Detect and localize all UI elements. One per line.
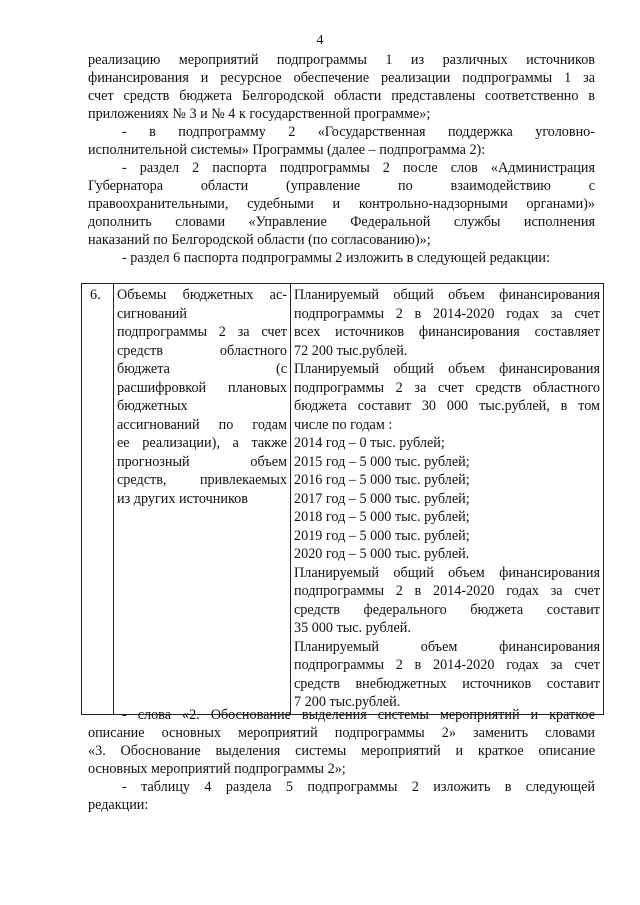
text-line: описание основных мероприятий подпрограммы 2» заменить словами [88,725,595,741]
label-line: прогнозный объем [117,453,287,470]
text-line: реализацию мероприятий подпрограммы 1 из различных источников [88,52,595,68]
row-label-cell [114,284,291,715]
content-line: подпрограммы 2 в 2014-2020 годах за счет [294,305,600,322]
text-line: основных мероприятий подпрограммы 2»; [88,761,346,777]
text-line: правоохранительными, судебными и контрольно-надзорными органами)» [88,196,595,212]
content-line: 2020 год – 5 000 тыс. рублей. [294,546,470,562]
text-line: Губернатора области (управление по взаимодействию с [88,178,595,194]
text-line: - слова «2. Обоснование выделения системы мероприятий и краткое [122,707,595,723]
text-line: - в подпрограмму 2 «Государственная поддержка уголовно- [122,124,595,140]
label-line: бюджетных [117,398,188,414]
label-line: расшифровкой плановых [117,379,287,396]
content-line: 2016 год – 5 000 тыс. рублей; [294,472,470,488]
text-line: - раздел 2 паспорта подпрограммы 2 после слов «Администрация [122,160,595,176]
content-line: 2019 год – 5 000 тыс. рублей; [294,527,470,544]
content-line: подпрограммы 2 в 2014-2020 годах за счет [294,657,600,673]
row-content-cell [291,284,604,715]
label-line: ассигнований по годам [117,416,287,433]
content-line: числе по годам : [294,416,393,433]
text-line: счет средств бюджета Белгородской области представлены соответственно в [88,88,595,104]
content-line: Планируемый общий объем финансирования [294,361,600,377]
content-line: Планируемый общий объем финансирования [294,287,600,303]
text-line: финансирования и ресурсное обеспечение реализации подпрограммы 1 за [88,70,595,86]
content-line: всех источников финансирования составляет [294,324,600,340]
content-line: средств внебюджетных источников составит [294,675,600,692]
row-number: 6. [82,284,114,715]
label-line: Объемы бюджетных ас- [117,287,287,303]
label-line: ее реализации), а также [117,435,287,451]
text-line: приложениях № 3 и № 4 к государственной программе»; [88,106,431,122]
content-line: 2015 год – 5 000 тыс. рублей; [294,453,470,470]
content-line: 2014 год – 0 тыс. рублей; [294,435,445,451]
label-line: средств областного [117,342,287,359]
label-line: бюджета (с [117,361,287,377]
intro-paragraphs [88,51,595,267]
content-line: Планируемый объем финансирования [294,638,600,655]
table-row [82,284,604,715]
content-line: 2017 год – 5 000 тыс. рублей; [294,490,470,507]
page-number: 4 [316,33,324,48]
label-line: подпрограммы 2 за счет [117,324,287,340]
content-line: подпрограммы 2 в 2014-2020 годах за счет [294,583,600,599]
text-line: исполнительной системы» Программы (далее – подпрограмма 2): [88,142,486,158]
content-line: подпрограммы 2 за счет средств областного [294,379,600,396]
content-line: 35 000 тыс. рублей. [294,620,411,636]
content-line: средств федерального бюджета составит [294,601,600,618]
text-line: «3. Обоснование выделения системы мероприятий и краткое описание [88,743,595,759]
outro-paragraphs [88,706,595,814]
text-line: наказаний по Белгородской области (по согласованию)»; [88,232,431,248]
label-line: сигнований [117,305,187,322]
content-line: 7 200 тыс.рублей. [294,694,401,710]
content-line: 72 200 тыс.рублей. [294,342,408,359]
text-line: редакции: [88,797,149,813]
content-line: бюджета составит 30 000 тыс.рублей, в том [294,398,600,414]
text-line: дополнить словами «Управление Федеральной службы исполнения [88,214,595,230]
budget-table [81,283,604,715]
label-line: средств, привлекаемых [117,472,287,488]
content-line: 2018 год – 5 000 тыс. рублей; [294,509,470,525]
text-line: - таблицу 4 раздела 5 подпрограммы 2 изложить в следующей [122,779,595,795]
text-line: - раздел 6 паспорта подпрограммы 2 изложить в следующей редакции: [122,250,550,266]
content-line: Планируемый общий объем финансирования [294,564,600,581]
label-line: из других источников [117,490,248,507]
